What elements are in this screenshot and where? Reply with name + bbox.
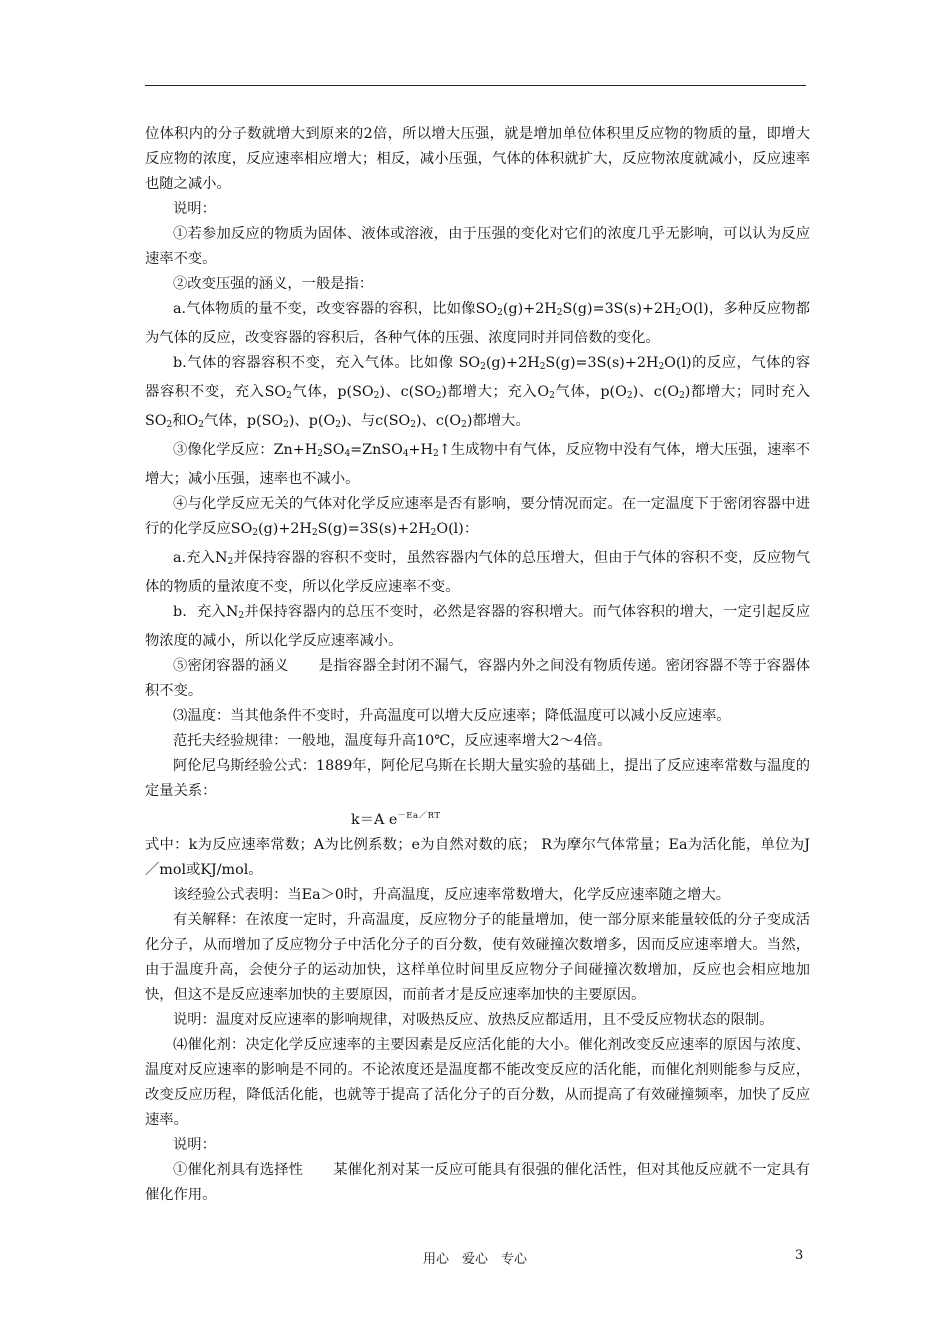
subscript: 2 <box>283 420 289 430</box>
text-run: ④与化学反应无关的气体对化学反应速率是否有影响，要分情况而定。在一定温度下于密闭容器中进行的化学反应SO <box>145 496 810 537</box>
paragraph <box>145 1008 810 1033</box>
text-run: b．充入N <box>173 604 239 620</box>
subscript: 4 <box>344 449 351 459</box>
subscript: 2 <box>227 557 234 567</box>
paragraph <box>145 883 810 908</box>
text-run: (g)+2H <box>485 355 540 371</box>
text-run: SO <box>322 442 345 458</box>
text-run: 式中：k为反应速率常数；A为比例系数；e为自然对数的底； R为摩尔气体常量；Ea为活化能，单位为J／mol或KJ/mol。 <box>145 837 810 878</box>
subscript: 2 <box>286 391 292 401</box>
text-run: 说明：温度对反应速率的影响规律，对吸热反应、放热反应都适用，且不受反应物状态的限制。 <box>173 1012 774 1028</box>
text-run: 范托夫经验规律：一般地，温度每升高10℃，反应速率增大2～4倍。 <box>173 733 612 749</box>
document-body <box>145 122 810 1208</box>
text-run: 气体，p(SO <box>291 384 374 400</box>
paragraph <box>145 272 810 297</box>
text-run: )、c(O <box>632 384 680 400</box>
paragraph <box>145 600 810 654</box>
text-run: S(g)=3S(s)+2H <box>317 521 431 537</box>
text-run: )、p(O <box>288 413 336 429</box>
text-run: ⑷催化剂：决定化学反应速率的主要因素是反应活化能的大小。催化剂改变反应速率的原因与浓度、温度对反应速率的影响是不同的。不论浓度还是温度都不能改变反应的活化能，而催化剂则能参与反应，改变反应历程，降低活化能，也就等于提高了活化分子的百分数，从而提高了有效碰撞频率，加快了反应速率。 <box>145 1037 810 1128</box>
paragraph <box>145 1033 810 1133</box>
subscript: 2 <box>497 308 503 318</box>
text-run: ⑶温度：当其他条件不变时，升高温度可以增大反应速率；降低温度可以减小反应速率。 <box>173 708 731 724</box>
paragraph <box>145 122 810 197</box>
text-run: ⑤密闭容器的涵义 <box>173 658 289 674</box>
subscript: 2 <box>373 391 380 401</box>
text-run: O(l)的反应，气体的容器容积不变，充入SO <box>145 355 810 400</box>
text-run: ③像化学反应：Zn+H <box>173 442 318 458</box>
text-run: O(l)，多种反应物都为气体的反应，改变容器的容积后，各种气体的压强、浓度同时并同倍数的变化。 <box>145 301 810 346</box>
text-run: +H <box>408 442 433 458</box>
subscript: 2 <box>430 528 437 538</box>
subscript: 2 <box>658 362 665 372</box>
subscript: 2 <box>410 420 416 430</box>
text-run: )都增大；同时充入SO <box>145 384 811 429</box>
text-run: (g)+2H <box>502 301 557 317</box>
subscript: 2 <box>198 420 205 430</box>
text-run: )、c(O <box>415 413 462 429</box>
paragraph <box>145 222 810 272</box>
paragraph <box>145 754 810 804</box>
subscript: 2 <box>335 420 341 430</box>
text-run: 气体，p(O <box>554 384 627 400</box>
subscript: 2 <box>461 420 467 430</box>
paragraph <box>145 1158 810 1208</box>
page-number: 3 <box>795 1248 804 1263</box>
text-run: )都增大；充入O <box>441 384 550 400</box>
subscript: 2 <box>433 449 439 459</box>
text-run: (g)+2H <box>258 521 312 537</box>
subscript: 2 <box>556 308 563 318</box>
paragraph <box>145 833 810 883</box>
paragraph <box>145 546 810 600</box>
text-run: ①催化剂具有选择性 <box>173 1162 304 1178</box>
text-run: 位体积内的分子数就增大到原来的2倍，所以增大压强，就是增加单位体积里反应物的物质的量，即增大反应物的浓度，反应速率相应增大；相反，减小压强，气体的体积就扩大，反应物浓度就减小，反应速率也随之减小。 <box>145 126 810 192</box>
subscript: 2 <box>435 391 442 401</box>
subscript: 2 <box>166 420 173 430</box>
paragraph <box>145 197 810 222</box>
paragraph <box>145 1133 810 1158</box>
text-run: 说明： <box>173 1137 216 1153</box>
subscript: 2 <box>549 391 555 401</box>
text-run: S(g)=3S(s)+2H <box>545 355 659 371</box>
subscript: 2 <box>539 362 546 372</box>
header-rule <box>145 85 806 86</box>
paragraph <box>145 438 810 492</box>
text-run: ①若参加反应的物质为固体、液体或溶液，由于压强的变化对它们的浓度几乎无影响，可以认为反应速率不变。 <box>145 226 810 267</box>
text-run: ↑生成物中有气体，反应物中没有气体，增大压强，速率不增大；减小压强，速率也不减小。 <box>145 442 810 487</box>
paragraph <box>145 297 810 351</box>
text-run: ②改变压强的涵义，一般是指： <box>173 276 374 292</box>
text-run: 说明： <box>173 201 216 217</box>
text-run: )、c(SO <box>379 384 436 400</box>
subscript: 2 <box>238 611 245 621</box>
subscript: 2 <box>679 391 685 401</box>
text-run: )都增大。 <box>466 413 530 429</box>
footer-text: 用心 爱心 专心 <box>422 1252 527 1267</box>
superscript: －Ea／RT <box>397 811 441 821</box>
text-run: 并保持容器的容积不变时，虽然容器内气体的总压增大，但由于气体的容积不变，反应物气体的物质的量浓度不变，所以化学反应速率不变。 <box>145 550 811 595</box>
subscript: 2 <box>317 449 323 459</box>
paragraph <box>145 654 810 704</box>
text-run: a.气体物质的量不变，改变容器的容积，比如像SO <box>173 301 498 317</box>
text-run: 该经验公式表明：当Ea＞0时，升高温度，反应速率常数增大，化学反应速率随之增大。 <box>173 887 731 903</box>
text-run: 气体，p(SO <box>204 413 284 429</box>
paragraph <box>145 351 810 438</box>
paragraph <box>145 908 810 1008</box>
text-run: 有关解释：在浓度一定时，升高温度，反应物分子的能量增加，使一部分原来能量较低的分子变成活化分子，从而增加了反应物分子中活化分子的百分数，使有效碰撞次数增多，因而反应速率增大。当然，由于温度升高，会使分子的运动加快，这样单位时间里反应物分子间碰撞次数增加，反应也会相应地加快，但这不是反应速率加快的主要原因，而前者才是反应速率加快的主要原因。 <box>145 912 810 1003</box>
text-run: 并保持容器内的总压不变时，必然是容器的容积增大。而气体容积的增大，一定引起反应物浓度的减小，所以化学反应速率减小。 <box>145 604 810 649</box>
text-run: 和O <box>172 413 199 429</box>
subscript: 2 <box>626 391 633 401</box>
paragraph <box>145 704 810 729</box>
paragraph <box>145 729 810 754</box>
paragraph <box>145 492 810 546</box>
text-run: k＝A e <box>351 812 398 828</box>
text-run: )、与c(SO <box>340 413 411 429</box>
text-run: 是指容器全封闭不漏气，容器内外之间没有物质传递。密闭容器不等于容器体积不变。 <box>145 658 811 699</box>
text-run: O(l)： <box>436 521 479 537</box>
text-run: 阿伦尼乌斯经验公式：1889年，阿伦尼乌斯在长期大量实验的基础上，提出了反应速率常数与温度的定量关系： <box>145 758 810 799</box>
subscript: 2 <box>252 528 259 538</box>
subscript: 2 <box>480 362 486 372</box>
text-run: 某催化剂对某一反应可能具有很强的催化活性，但对其他反应就不一定具有催化作用。 <box>145 1162 811 1203</box>
text-run: a.充入N <box>173 550 228 566</box>
formula-line <box>145 804 810 833</box>
text-run: =ZnSO <box>350 442 403 458</box>
subscript: 4 <box>402 449 409 459</box>
text-run: b.气体的容器容积不变，充入气体。比如像 SO <box>173 355 481 371</box>
text-run: S(g)=3S(s)+2H <box>562 301 676 317</box>
subscript: 2 <box>311 528 318 538</box>
subscript: 2 <box>675 308 682 318</box>
